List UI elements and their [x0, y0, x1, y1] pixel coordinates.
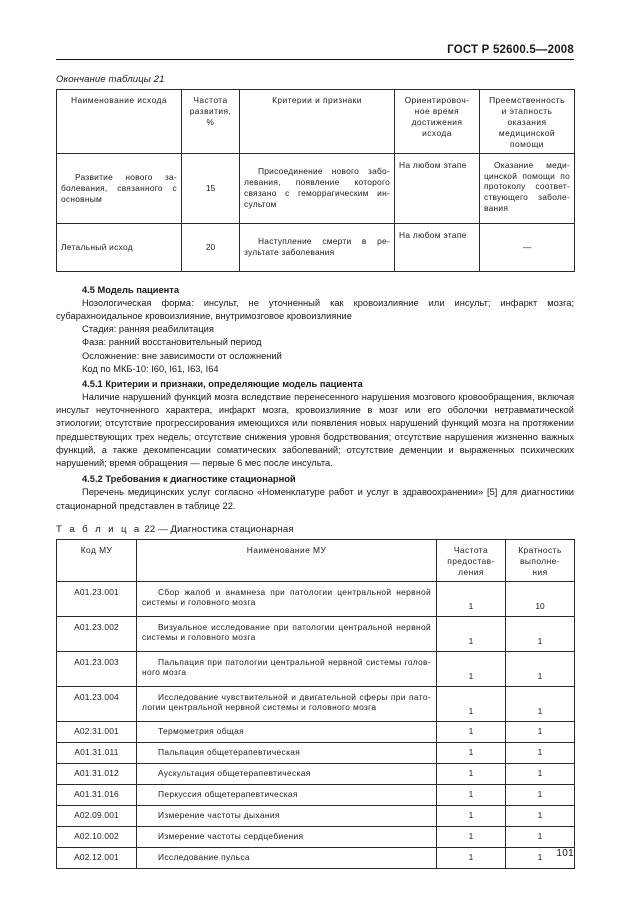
header-text-line1: Кратность: [518, 544, 562, 555]
section-4-5-icd-code: Код по МКБ-10: I60, I61, I63, I64: [82, 363, 219, 374]
cell-multiplicity: 1: [506, 763, 575, 784]
cell-outcome: Развитие нового за-болевания, связанного с основным: [57, 153, 182, 223]
cell-outcome: Летальный исход: [57, 223, 182, 271]
cell-multiplicity: 1: [506, 742, 575, 763]
cell-multiplicity: 1: [506, 826, 575, 847]
table-row: [57, 805, 575, 826]
table-21: [56, 89, 575, 272]
table-21-col-frequency: [182, 90, 240, 154]
cell-frequency: 15: [182, 153, 240, 223]
table-21-header-row: [57, 90, 575, 154]
table-row: [57, 651, 575, 686]
cell-code: А01.23.003: [57, 651, 137, 686]
section-4-5-2-body: Перечень медицинских услуг согласно «Номенклатуре работ и услуг в здравоохранении» [5] для диагностики стационарной представлен в таблице 22.: [56, 487, 574, 511]
header-text-line3: достижения: [411, 116, 463, 127]
header-text-line1: Частота: [193, 95, 228, 105]
header-text: Критерии и признаки: [272, 95, 362, 105]
cell-name: Аускультация общетерапевтическая: [137, 763, 437, 784]
header-text-line3: медицинской помощи: [498, 127, 556, 149]
section-4-5-nosology: Нозологическая форма: инсульт, не уточненный как кровоизлияние или инсульт; инфаркт мозга; субарахноидальное кровоизлияние, внутримозговое кровоизлияние: [56, 297, 574, 321]
cell-frequency: 1: [437, 784, 506, 805]
cell-frequency: 1: [437, 805, 506, 826]
table-22-caption-title: Диагностика стационарная: [170, 523, 294, 535]
document-content: [56, 74, 574, 869]
cell-frequency: 1: [437, 721, 506, 742]
header-text-line2: ное время: [414, 105, 460, 116]
table-22-col-code: [57, 539, 137, 581]
cell-frequency: 1: [437, 847, 506, 868]
header-text-line2: развития,: [189, 105, 232, 116]
cell-name: Пальпация общетерапевтическая: [137, 742, 437, 763]
cell-name: Исследование пульса: [137, 847, 437, 868]
page-number: 101: [556, 848, 574, 859]
cell-frequency: 1: [437, 763, 506, 784]
cell-name: Измерение частоты сердцебиения: [137, 826, 437, 847]
table-22-header-row: [57, 539, 575, 581]
cell-name: Измерение частоты дыхания: [137, 805, 437, 826]
cell-multiplicity: 1: [506, 721, 575, 742]
header-text-line4: исхода: [422, 127, 452, 138]
table-22: [56, 539, 575, 869]
cell-name: Перкуссия общетерапевтическая: [137, 784, 437, 805]
header-text-line3: %: [206, 116, 215, 127]
cell-frequency: 20: [182, 223, 240, 271]
table-row: [57, 153, 575, 223]
header-text: Наименование исхода: [71, 95, 167, 105]
cell-multiplicity: 1: [506, 805, 575, 826]
cell-code: А01.31.011: [57, 742, 137, 763]
header-text-line2: и этапность оказания: [501, 105, 553, 127]
table-row: [57, 223, 575, 271]
table-22-col-frequency: [437, 539, 506, 581]
table-21-col-continuity: [480, 90, 575, 154]
cell-frequency: 1: [437, 616, 506, 651]
cell-code: А02.10.002: [57, 826, 137, 847]
table-22-caption-number: 22: [144, 523, 156, 535]
cell-name: Визуальное исследование при патологии центральной нервной системы и головного мозга: [137, 616, 437, 651]
cell-code: А01.23.002: [57, 616, 137, 651]
section-4-5-1-heading: 4.5.1 Критерии и признаки, определяющие модель пациента: [82, 378, 363, 389]
header-text-line1: Преемственность: [489, 95, 565, 105]
cell-continuity: —: [480, 223, 575, 271]
cell-multiplicity: 1: [506, 616, 575, 651]
table-row: [57, 847, 575, 868]
table-21-caption: Окончание таблицы 21: [56, 74, 165, 85]
cell-code: А01.23.004: [57, 686, 137, 721]
header-text-line1: Ориентировоч-: [404, 95, 470, 105]
cell-code: А01.23.001: [57, 581, 137, 616]
cell-name: Сбор жалоб и анамнеза при патологии центральной нервной системы и головного мозга: [137, 581, 437, 616]
header-text: Код МУ: [80, 544, 113, 555]
cell-frequency: 1: [437, 742, 506, 763]
table-row: [57, 826, 575, 847]
cell-multiplicity: 1: [506, 847, 575, 868]
cell-time: На любом этапе: [395, 153, 480, 223]
section-4-5-2-heading: 4.5.2 Требования к диагностике стационарной: [82, 474, 296, 485]
cell-multiplicity: 10: [506, 581, 575, 616]
cell-name: Термометрия общая: [137, 721, 437, 742]
cell-name: Исследование чувствительной и двигательной сферы при пато-логии центральной нервной системы и головного мозга: [137, 686, 437, 721]
section-4-5-heading: 4.5 Модель пациента: [82, 284, 179, 295]
cell-code: А01.31.016: [57, 784, 137, 805]
cell-continuity: Оказание меди-цинской помощи по протоколу соответ-ствующего заболе-вания: [480, 153, 575, 223]
section-4-5-1-body: Наличие нарушений функций мозга вследствие перенесенного нарушения мозгового кровообращения, включая инсульт неуточненного характера, инфаркт мозга, кровоизлияние в мозг или его оболочки нетравматической этиологии; отсутствие прогрессирования имеющихся или появления новых нарушений функций мозга на протяжении предшествующих трех недель; отсутствие снижения уровня бодрствования; отсутствие нарушения жизненно важных функций, а также декомпенсации соматических заболеваний; отсутствие деменции и выраженных психических нарушений; время обращения — первые 6 мес после инсульта.: [56, 392, 574, 469]
prose-block: [56, 284, 574, 513]
table-22-col-multiplicity: [506, 539, 575, 581]
cell-frequency: 1: [437, 686, 506, 721]
cell-frequency: 1: [437, 581, 506, 616]
cell-multiplicity: 1: [506, 651, 575, 686]
document-standard-header: ГОСТ Р 52600.5—2008: [56, 44, 574, 60]
cell-criteria: Наступление смерти в ре-зультате заболевания: [240, 223, 395, 271]
header-text: Наименование МУ: [246, 544, 327, 555]
cell-multiplicity: 1: [506, 784, 575, 805]
section-4-5-phase: Фаза: ранний восстановительный период: [82, 337, 262, 348]
table-row: [57, 581, 575, 616]
table-row: [57, 616, 575, 651]
section-4-5-stage: Стадия: ранняя реабилитация: [82, 324, 214, 335]
table-22-caption: [56, 524, 574, 535]
cell-code: А02.09.001: [57, 805, 137, 826]
table-21-col-time: [395, 90, 480, 154]
table-22-caption-label: Т а б л и ц а: [56, 523, 142, 535]
table-21-col-criteria: [240, 90, 395, 154]
cell-name: Пальпация при патологии центральной нервной системы голов-ного мозга: [137, 651, 437, 686]
table-row: [57, 742, 575, 763]
table-row: [57, 686, 575, 721]
cell-frequency: 1: [437, 826, 506, 847]
cell-frequency: 1: [437, 651, 506, 686]
header-text-line2: предостав-: [447, 555, 495, 566]
cell-time: На любом этапе: [395, 223, 480, 271]
header-text-line2: выполне-: [519, 555, 561, 566]
table-22-caption-dash: —: [158, 523, 168, 535]
header-text-line3: ления: [458, 566, 484, 577]
cell-code: А02.31.001: [57, 721, 137, 742]
table-row: [57, 721, 575, 742]
header-text-line1: Частота: [453, 544, 489, 555]
header-text-line3: ния: [532, 566, 548, 577]
cell-criteria: Присоединение нового забо-левания, появление которого связано с геморрагическим ин-сультом: [240, 153, 395, 223]
cell-code: А02.12.001: [57, 847, 137, 868]
table-row: [57, 763, 575, 784]
cell-multiplicity: 1: [506, 686, 575, 721]
cell-code: А01.31.012: [57, 763, 137, 784]
table-21-col-outcome: [57, 90, 182, 154]
table-row: [57, 784, 575, 805]
section-4-5-complication: Осложнение: вне зависимости от осложнений: [82, 350, 282, 361]
table-22-col-name: [137, 539, 437, 581]
